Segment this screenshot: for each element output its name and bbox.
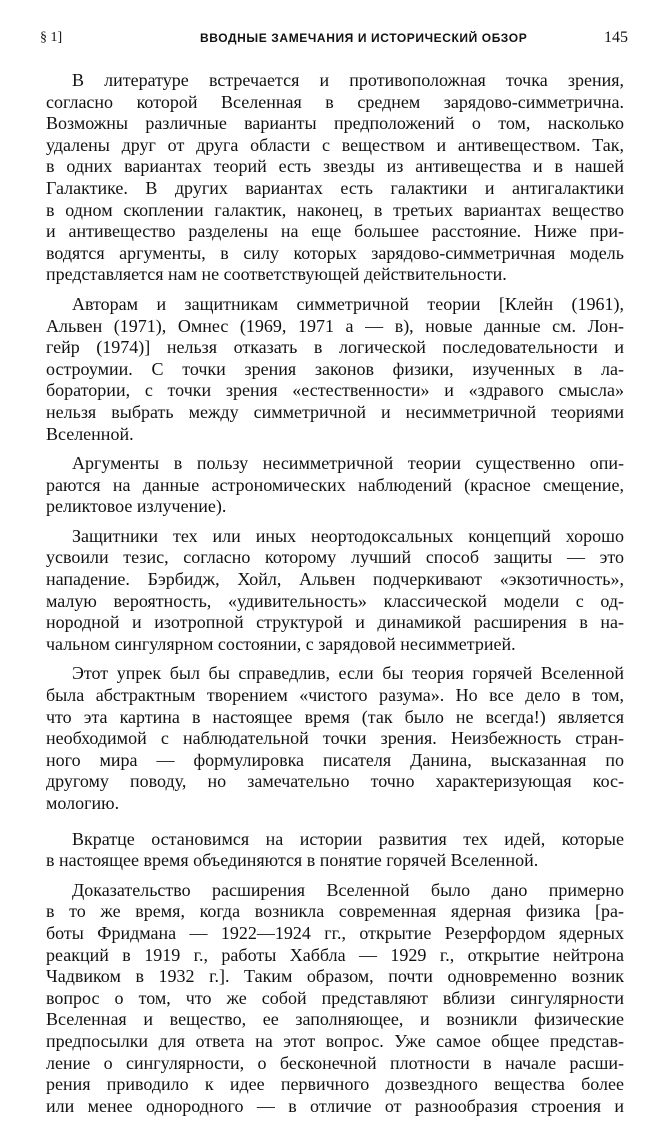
- text-line: чальном сингулярном состоянии, с зарядовой несимметрией.: [46, 633, 516, 654]
- text-line: Вкратце остановимся на истории развития тех идей, которые: [72, 828, 624, 849]
- text-line: в одних вариантах теорий есть звезды из антивещества и в нашей: [46, 156, 624, 177]
- text-line: или менее однородного — в отличие от разнообразия строения и: [46, 1095, 624, 1116]
- text-line: В литературе встречается и противоположная точка зрения,: [72, 70, 624, 90]
- text-line: Этот упрек был бы справедлив, если бы теория горячей Вселенной: [72, 663, 624, 684]
- text-line: в то же время, когда возникла современная ядерная физика [ра-: [46, 901, 624, 922]
- text-line: ление о сингулярности, о бесконечной плотности в начале расши-: [46, 1052, 624, 1073]
- text-line: гейр (1974)] нельзя отказать в логической последовательности и: [46, 337, 624, 358]
- text-line: Доказательство расширения Вселенной было дано примерно: [72, 879, 624, 900]
- paragraph: [46, 663, 624, 814]
- text-line: представляется нам не соответствующей действительности.: [46, 264, 507, 285]
- text-line: реликтовое излучение).: [46, 496, 227, 517]
- chapter-title: ВВОДНЫЕ ЗАМЕЧАНИЯ И ИСТОРИЧЕСКИЙ ОБЗОР: [200, 31, 528, 45]
- text-line: нородной и изотропной структурой и динамикой расширения в на-: [46, 612, 624, 633]
- paragraph: [46, 526, 624, 656]
- text-line: в одном скоплении галактик, наконец, в третьих вариантах вещество: [46, 199, 624, 220]
- text-line: Вселенной.: [46, 423, 134, 444]
- text-line: мологию.: [46, 793, 120, 813]
- paragraph: [46, 70, 624, 286]
- text-line: необходимой с наблюдательной точки зрения. Неизбежность стран-: [46, 728, 624, 749]
- paragraph: [46, 294, 624, 445]
- text-line: Аргументы в пользу несимметричной теории существенно опи-: [72, 453, 624, 474]
- text-line: нельзя выбрать между симметричной и несимметричной теориями: [46, 401, 624, 422]
- text-line: другому поводу, но замечательно точно характеризующая кос-: [46, 771, 624, 792]
- section-marker: § 1]: [40, 30, 63, 45]
- text-line: Защитники тех или иных неортодоксальных концепций хорошо: [72, 525, 624, 546]
- text-line: Возможны различные варианты предположений о том, насколько: [46, 113, 624, 134]
- paragraph: [46, 453, 624, 518]
- text-line: была абстрактным творением «чистого разума». Но все дело в том,: [46, 685, 624, 706]
- text-line: Галактике. В других вариантах есть галактики и антигалактики: [46, 177, 624, 198]
- paragraph: [46, 829, 624, 872]
- text-line: усвоили тезис, согласно которому лучший способ защиты — это: [46, 547, 624, 568]
- text-line: предпосылки для ответа на этот вопрос. Уже самое общее представ-: [46, 1030, 624, 1051]
- text-line: согласно которой Вселенная в среднем зарядово-симметрична.: [46, 91, 624, 112]
- text-line: Чадвиком в 1932 г.]. Таким образом, почти одновременно возник: [46, 966, 624, 987]
- text-line: реакций в 1919 г., работы Хаббла — 1929 г., открытие нейтрона: [46, 944, 624, 965]
- text-line: малую вероятность, «удивительность» классической модели с од-: [46, 590, 624, 611]
- text-line: боты Фридмана — 1922—1924 гг., открытие Резерфордом ядерных: [46, 922, 624, 943]
- text-line: рения приводило к идее первичного дозвездного вещества более: [46, 1074, 624, 1095]
- text-line: боратории, с точки зрения «естественности» и «здравого смысла»: [46, 380, 624, 401]
- page-number: 145: [604, 29, 628, 46]
- text-line: раются на данные астрономических наблюдений (красное смещение,: [46, 474, 624, 495]
- body-text: [46, 70, 624, 1125]
- text-line: в настоящее время объединяются в понятие горячей Вселенной.: [46, 850, 539, 871]
- text-line: Авторам и защитникам симметричной теории [Клейн (1961),: [72, 293, 624, 314]
- text-line: вопрос о том, что же собой представляют вблизи сингулярности: [46, 987, 624, 1008]
- text-line: нападение. Бэрбидж, Хойл, Альвен подчеркивают «экзотичность»,: [46, 569, 624, 590]
- text-line: водятся аргументы, в силу которых зарядово-симметричная модель: [46, 242, 624, 263]
- text-line: Альвен (1971), Омнес (1969, 1971 а — в), новые данные см. Лон-: [46, 315, 624, 336]
- running-head: [40, 30, 628, 52]
- text-line: Вселенная и вещество, ее заполняющее, и возникли физические: [46, 1009, 624, 1030]
- text-line: удалены друг от друга области с веществом и антивеществом. Так,: [46, 134, 624, 155]
- text-line: остроумии. С точки зрения законов физики, изученных в ла-: [46, 358, 624, 379]
- text-line: и антивещество разделены на еще большее расстояние. Ниже при-: [46, 221, 624, 242]
- text-line: что эта картина в настоящее время (так было не всегда!) является: [46, 706, 624, 727]
- paragraph: [46, 880, 624, 1118]
- text-line: ного мира — формулировка писателя Данина, высказанная по: [46, 749, 624, 770]
